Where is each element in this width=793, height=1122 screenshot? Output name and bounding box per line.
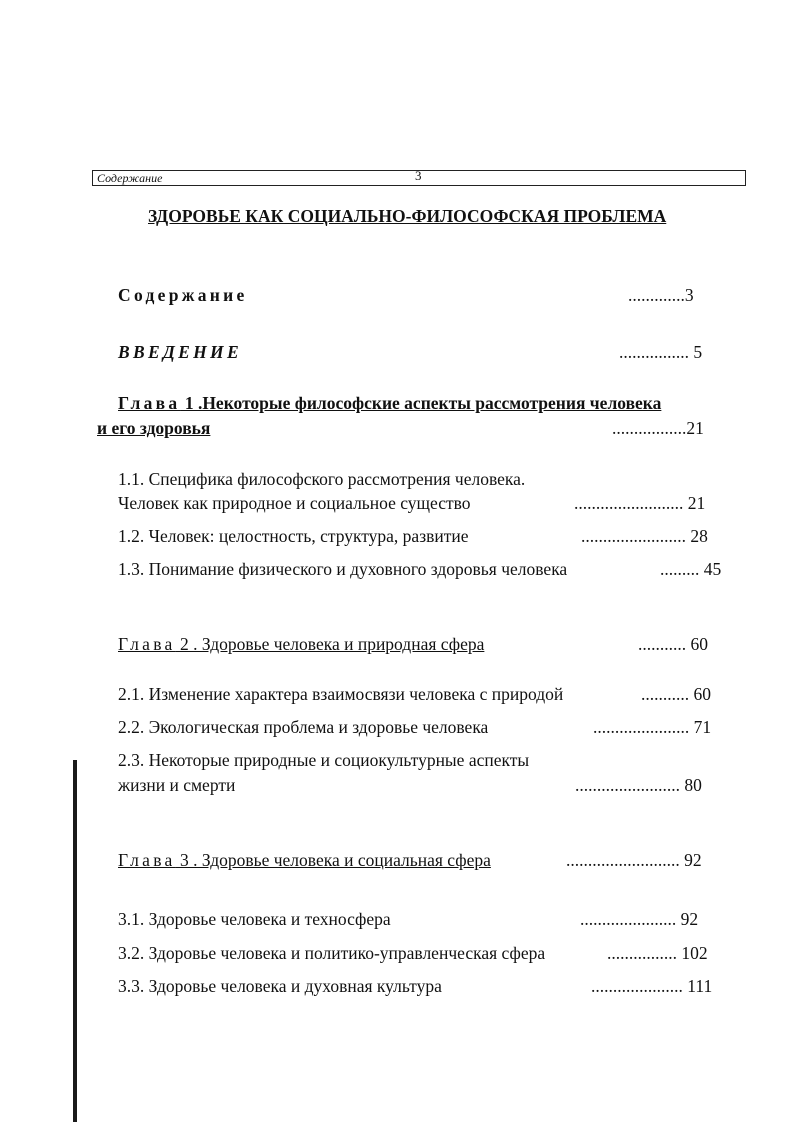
chapter1-title-line2: и его здоровья (97, 418, 211, 438)
chapter3-heading (118, 849, 491, 871)
chapter3-prefix: Глава (118, 850, 176, 870)
chapter2-title: 2 . Здоровье человека и природная сфера (175, 634, 485, 654)
section-3-1-line1: 3.1. Здоровье человека и техносфера (118, 909, 391, 929)
chapter2-heading (118, 633, 484, 655)
chapter1-title-line1: 1 .Некоторые философские аспекты рассмотрения человека (180, 393, 662, 413)
section-1-1-line2: Человек как природное и социальное существо (118, 493, 471, 513)
chapter3-leader: .......................... 92 (566, 850, 702, 870)
toc-intro-leader: ................ 5 (619, 342, 703, 362)
chapter2-leader: ........... 60 (638, 634, 708, 654)
section-1-1-line1: 1.1. Специфика философского рассмотрения человека. (118, 469, 526, 489)
section-2-3-line2: жизни и смерти (118, 775, 236, 795)
section-3-2-line1: 3.2. Здоровье человека и политико-управленческая сфера (118, 943, 546, 963)
section-2-1-line1: 2.1. Изменение характера взаимосвязи человека с природой (118, 684, 564, 704)
section-3-3-leader: ..................... 111 (591, 976, 713, 996)
scan-edge-mark (73, 760, 77, 1122)
chapter2-prefix: Глава (118, 634, 176, 654)
section-1-2-line1: 1.2. Человек: целостность, структура, развитие (118, 526, 469, 546)
chapter1-heading (118, 392, 661, 414)
document-title: ЗДОРОВЬЕ КАК СОЦИАЛЬНО-ФИЛОСОФСКАЯ ПРОБЛЕМА (148, 206, 667, 226)
section-3-2-leader: ................ 102 (607, 943, 708, 963)
section-1-3-line1: 1.3. Понимание физического и духовного здоровья человека (118, 559, 568, 579)
chapter1-leader: .................21 (612, 418, 704, 438)
section-2-2-leader: ...................... 71 (593, 717, 712, 737)
section-2-2-line1: 2.2. Экологическая проблема и здоровье человека (118, 717, 489, 737)
section-1-2-leader: ........................ 28 (581, 526, 708, 546)
section-3-1-leader: ...................... 92 (580, 909, 699, 929)
toc-contents-leader: .............3 (628, 285, 694, 305)
section-1-3-leader: ......... 45 (660, 559, 722, 579)
toc-contents-label: Содержание (118, 285, 248, 305)
toc-intro-label: ВВЕДЕНИЕ (118, 342, 242, 362)
section-2-3-line1: 2.3. Некоторые природные и социокультурные аспекты (118, 750, 530, 770)
section-2-1-leader: ........... 60 (641, 684, 711, 704)
section-2-3-leader: ........................ 80 (575, 775, 702, 795)
section-1-1-leader: ......................... 21 (574, 493, 706, 513)
chapter1-prefix: Глава (118, 393, 181, 413)
section-3-3-line1: 3.3. Здоровье человека и духовная культура (118, 976, 442, 996)
running-header (92, 170, 746, 186)
header-page-number: 3 (415, 168, 422, 183)
chapter3-title: 3 . Здоровье человека и социальная сфера (175, 850, 491, 870)
header-label: Содержание (97, 171, 163, 185)
